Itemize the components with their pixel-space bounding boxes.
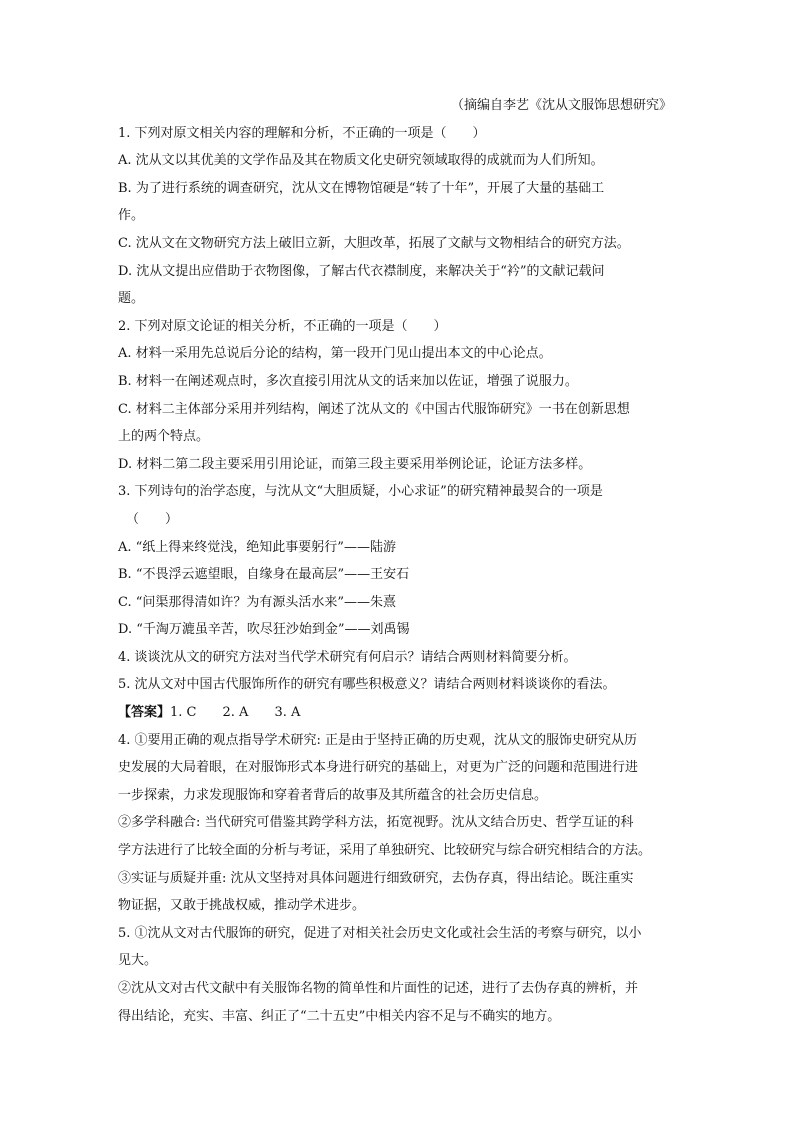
answer-4-line: 一步探索，力求发现服饰和穿着者背后的故事及其所蕴含的社会历史信息。	[118, 787, 548, 803]
question-1-option-b: B. 为了进行系统的调查研究，沈从文在博物馆硬是“转了十年”，开展了大量的基础工	[118, 180, 605, 196]
answer-4-line: 学方法进行了比较全面的分析与考证，采用了单独研究、比较研究与综合研究相结合的方法。	[118, 843, 652, 859]
answer-5-line: 见大。	[118, 953, 158, 969]
question-2-option-a: A. 材料一采用先总说后分论的结构，第一段开门见山提出本文的中心论点。	[118, 346, 552, 362]
question-1-option-d: D. 沈从文提出应借助于衣物图像，了解古代衣襟制度，来解决关于“衿”的文献记载问	[118, 263, 605, 279]
question-2-option-c: C. 材料二主体部分采用并列结构，阐述了沈从文的《中国古代服饰研究》一书在创新思想	[118, 401, 630, 417]
answer-label: 【答案】	[118, 705, 171, 721]
answer-5-line: ②沈从文对古代文献中有关服饰名物的简单性和片面性的记述，进行了去伪存真的辨析，并	[118, 981, 639, 996]
question-2-option-b: B. 材料一在阐述观点时，多次直接引用沈从文的话来加以佐证，增强了说服力。	[118, 373, 578, 389]
answer-3: 3. A	[274, 705, 301, 721]
question-3-paren: （ ）	[126, 511, 179, 527]
question-3-option-d: D. “千淘万漉虽辛苦，吹尽狂沙始到金”——刘禹锡	[118, 622, 410, 638]
question-5: 5. 沈从文对中国古代服饰所作的研究有哪些积极意义？请结合两则材料谈谈你的看法。	[118, 677, 616, 693]
question-2-option-c-cont: 上的两个特点。	[118, 429, 210, 445]
question-1-option-c: C. 沈从文在文物研究方法上破旧立新，大胆改革，拓展了文献与文物相结合的研究方法。	[118, 235, 630, 251]
answer-5-line: 得出结论，充实、丰富、纠正了“二十五史”中相关内容不足与不确实的地方。	[118, 1008, 561, 1024]
answer-key	[118, 699, 676, 727]
source-citation: （摘编自李艺《沈从文服饰思想研究》	[450, 98, 672, 113]
answer-4-line: 史发展的大局着眼，在对服饰形式本身进行研究的基础上，对更为广泛的问题和范围进行进	[118, 760, 639, 776]
question-3-option-b: B. “不畏浮云遮望眼，自缘身在最高层”——王安石	[118, 567, 410, 583]
answer-4-line: ②多学科融合: 当代研究可借鉴其跨学科方法，拓宽视野。沈从文结合历史、哲学互证的科	[118, 815, 634, 831]
answer-4-line: 物证据，又敢于挑战权威，推动学术进步。	[118, 898, 366, 914]
question-1-option-b-cont: 作。	[118, 208, 145, 224]
question-2-option-d: D. 材料二第二段主要采用引用论证，而第三段主要采用举例论证，论证方法多样。	[118, 456, 592, 472]
question-1-option-a: A. 沈从文以其优美的文学作品及其在物质文化史研究领域取得的成就而为人们所知。	[118, 153, 604, 169]
answer-2: 2. A	[222, 705, 249, 721]
question-1-stem: 1. 下列对原文相关内容的理解和分析，不正确的一项是（ ）	[118, 125, 486, 141]
question-2-stem: 2. 下列对原文论证的相关分析，不正确的一项是（ ）	[118, 318, 447, 334]
answer-4-line: 4. ①要用正确的观点指导学术研究: 正是由于坚持正确的历史观，沈从文的服饰史研究从历	[118, 732, 638, 748]
document-page	[118, 92, 676, 1030]
question-4: 4. 谈谈沈从文的研究方法对当代学术研究有何启示？请结合两则材料简要分析。	[118, 649, 577, 665]
question-3-option-c: C. “问渠那得清如许？为有源头活水来”——朱熹	[118, 594, 397, 610]
question-3-option-a: A. “纸上得来终觉浅，绝知此事要躬行”——陆游	[118, 539, 396, 555]
answer-1: 1. C	[170, 705, 197, 721]
answer-5-line: 5. ①沈从文对古代服饰的研究，促进了对相关社会历史文化或社会生活的考察与研究，以小	[118, 925, 642, 941]
answer-4-line: ③实证与质疑并重: 沈从文坚持对具体问题进行细致研究，去伪存真，得出结论。既注重实	[118, 870, 634, 886]
question-3-stem: 3. 下列诗句的治学态度，与沈从文“大胆质疑，小心求证”的研究精神最契合的一项是	[118, 484, 603, 500]
question-1-option-d-cont: 题。	[118, 291, 145, 307]
